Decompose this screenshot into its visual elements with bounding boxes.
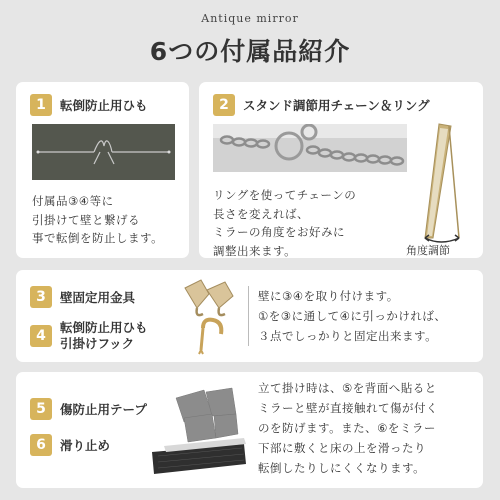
card-wall-fittings [16, 270, 483, 362]
label-antislip: 滑り止め [60, 438, 111, 453]
label-strap: 転倒防止用ひも [60, 98, 148, 113]
heading-strap [30, 94, 148, 116]
card-strap [16, 82, 189, 258]
card-protection [16, 372, 483, 488]
badge-5: 5 [30, 398, 52, 420]
wall-fitting-description: 壁に③④を取り付けます。 ①を③に通して④に引っかければ、 ３点でしっかりと固定出来ます。 [258, 289, 447, 343]
angle-adjust-label: 角度調節 [406, 244, 450, 257]
protection-photo [144, 378, 248, 486]
mirror-stand-icon [411, 120, 475, 250]
heading-chain [213, 94, 430, 116]
brand-subtitle: Antique mirror [201, 12, 299, 25]
chain-ring-icon [213, 124, 407, 172]
label-chain: スタンド調節用チェーン＆リング [243, 98, 430, 113]
label-wall-fitting: 壁固定用金具 [60, 290, 136, 305]
heading-wall-fitting [30, 286, 135, 308]
strap-photo [32, 124, 175, 180]
card-chain [199, 82, 483, 258]
felt-pads-icon [144, 378, 248, 486]
page-title: 6つの付属品紹介 [149, 37, 351, 66]
mirror-side-illustration [411, 120, 475, 250]
protection-description: 立て掛け時は、⑤を背面へ貼ると ミラーと壁が直接触れて傷が付く のを防げます。また、⑥をミラー 下部に敷くと床の上を滑ったり 転倒したりしにくくなります。 [258, 381, 438, 475]
badge-3: 3 [30, 286, 52, 308]
heading-tape [30, 398, 147, 420]
heading-hook [30, 320, 148, 352]
strap-icon [32, 124, 175, 180]
badge-1: 1 [30, 94, 52, 116]
chain-description: リングを使ってチェーンの 長さを変えれば、 ミラーの角度をお好みに 調整出来ます。 [213, 188, 357, 258]
badge-4: 4 [30, 325, 52, 347]
label-hook: 転倒防止用ひも 引掛けフック [60, 320, 148, 351]
wall-hook-icon [181, 278, 241, 358]
divider-card3 [248, 286, 249, 346]
wall-fitting-photo [181, 278, 241, 358]
strap-description: 付属品③④等に 引掛けて壁と繋げる 事で転倒を防止します。 [32, 194, 164, 245]
chain-photo [213, 124, 407, 172]
label-tape: 傷防止用テープ [60, 402, 147, 417]
badge-6: 6 [30, 434, 52, 456]
heading-antislip [30, 434, 110, 456]
badge-2: 2 [213, 94, 235, 116]
